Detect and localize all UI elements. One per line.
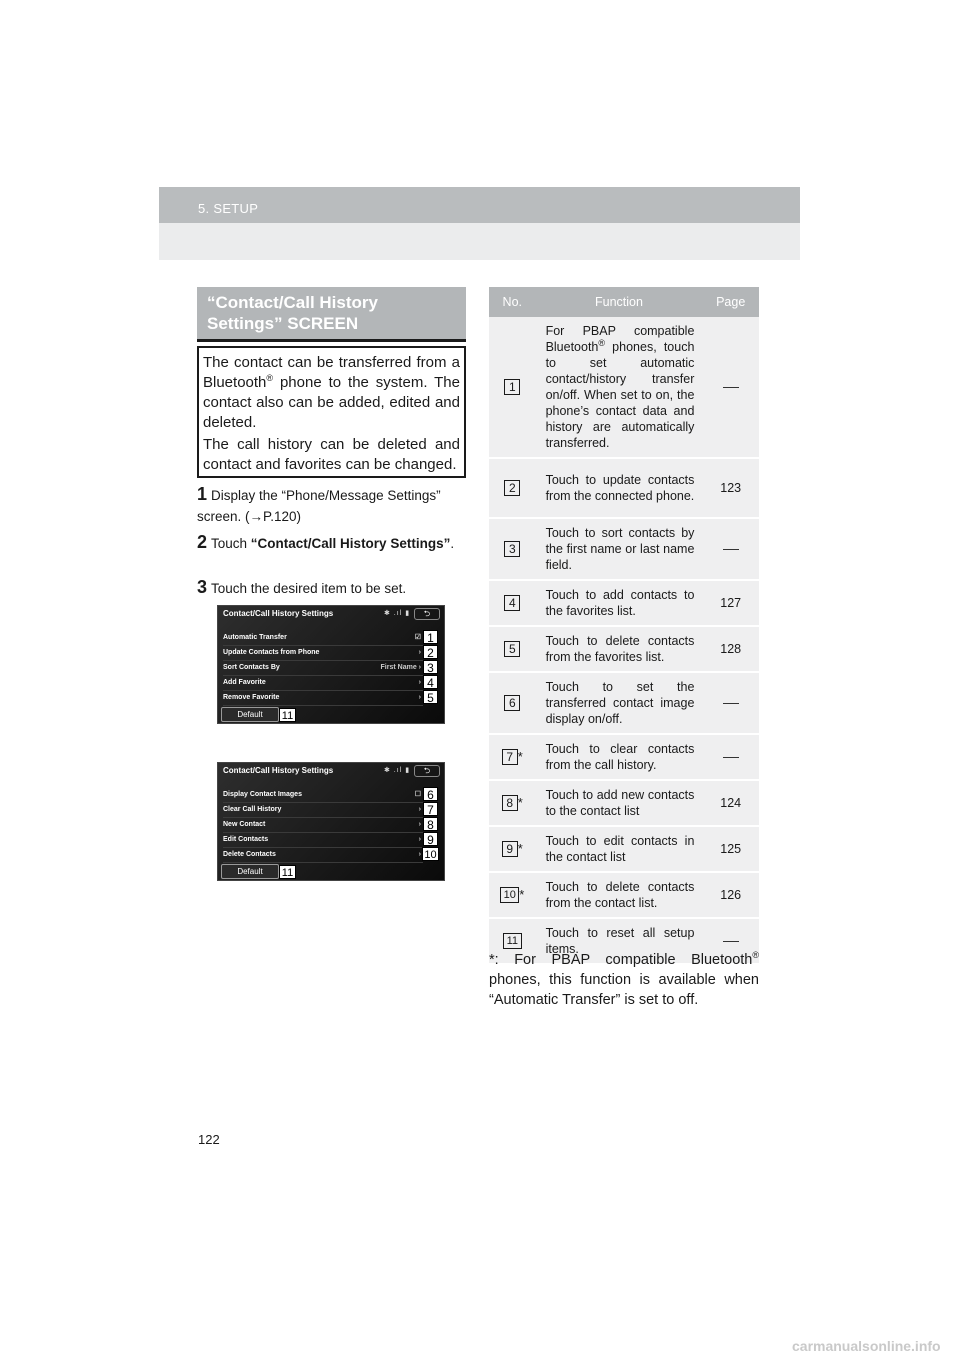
row-sort-contacts-by[interactable]: Sort Contacts By First Name › [223,660,423,676]
page-cell [702,317,759,458]
page-cell: 127 [702,580,759,626]
function-text: Touch to delete contacts from the favorites list. [536,626,703,672]
page-cell: 123 [702,458,759,518]
back-icon[interactable]: ⮌ [414,608,440,620]
item-number: 10 [500,887,519,903]
dash-mark [723,549,739,550]
function-text: Touch to sort contacts by the first name or last name field. [536,518,703,580]
item-number: 8 [502,795,518,811]
row-clear-call-history[interactable]: Clear Call History › [223,802,423,818]
page-cell: 128 [702,626,759,672]
page-cell [702,734,759,780]
intro-paragraph-1: The contact can be transferred from a Bluetooth® phone to the system. The contact also can be added, edited and deleted. [203,354,460,431]
intro-box [197,346,466,478]
status-icons: ✱ .ıl ▮ [384,767,411,774]
function-table [489,287,759,965]
function-text: Touch to edit contacts in the contact list [536,826,703,872]
page-cell [702,672,759,734]
status-icons: ✱ .ıl ▮ [384,610,411,617]
default-button[interactable]: Default [221,707,279,722]
intro-paragraph-2: The call history can be deleted and contact and favorites can be changed. [203,436,460,473]
table-row [489,458,759,518]
header-sub-bar [159,223,800,260]
page-cell: 124 [702,780,759,826]
row-update-contacts[interactable]: Update Contacts from Phone › [223,645,423,661]
callout-3: 3 [423,660,438,674]
callout-8: 8 [423,817,438,831]
table-row: 10 * Touch to delete contacts from the contact list. 126 [489,872,759,918]
section-title: “Contact/Call History Settings” SCREEN [207,293,378,333]
function-text: Touch to set the transferred contact image display on/off. [536,672,703,734]
item-number: 9 [502,841,518,857]
table-row [489,580,759,626]
step-3: 3 Touch the desired item to be set. [197,577,407,597]
callout-4: 4 [423,675,438,689]
item-number: 1 [504,379,520,395]
item-number: 2 [504,480,520,496]
function-text: Touch to clear contacts from the call history. [536,734,703,780]
callout-5: 5 [423,690,438,704]
row-new-contact[interactable]: New Contact › [223,817,423,833]
callout-2: 2 [423,645,438,659]
callout-11: 11 [279,865,296,879]
header-function: Function [536,287,703,317]
step-2: 2 Touch “Contact/Call History Settings”. [197,532,455,552]
page-number: 122 [198,1132,220,1147]
table-header-row [489,287,759,317]
dash-mark [723,757,739,758]
section-label: 5. SETUP [198,201,259,216]
step-1: 1 Display the “Phone/Message Settings” screen. (→P.120) [197,484,441,524]
function-text: For PBAP compatible Bluetooth® phones, touch to set automatic contact/history transfer on/off. When set to on, the phone’s contact data and history are automatically transferred. [536,317,703,458]
row-add-favorite[interactable]: Add Favorite › [223,675,423,691]
callout-7: 7 [423,802,438,816]
function-text: Touch to update contacts from the connected phone. [536,458,703,518]
screen-title: Contact/Call History Settings [223,766,334,775]
row-automatic-transfer[interactable]: Automatic Transfer ☑ [223,630,423,646]
row-remove-favorite[interactable]: Remove Favorite › [223,690,423,706]
back-icon[interactable]: ⮌ [414,765,440,777]
callout-11: 11 [279,708,296,722]
default-button[interactable]: Default [221,864,279,879]
callout-9: 9 [423,832,438,846]
function-text: Touch to reset all setup items. [536,918,703,964]
page-cell: 125 [702,826,759,872]
function-text: Touch to add contacts to the favorites list. [536,580,703,626]
item-number: 11 [503,933,522,949]
item-number: 7 [502,749,518,765]
table-row [489,518,759,580]
page-cell: 126 [702,872,759,918]
row-display-contact-images[interactable]: Display Contact Images ☐ [223,787,423,803]
table-row [489,317,759,458]
screenshot-contact-settings-1 [217,605,445,724]
dash-mark [723,941,739,942]
item-number: 4 [504,595,520,611]
row-delete-contacts[interactable]: Delete Contacts › [223,847,423,863]
item-number: 5 [504,641,520,657]
table-row [489,672,759,734]
header-page: Page [702,287,759,317]
page-cell [702,518,759,580]
table-row: 9 * Touch to edit contacts in the contact list 125 [489,826,759,872]
row-edit-contacts[interactable]: Edit Contacts › [223,832,423,848]
item-number: 6 [504,695,520,711]
item-number: 3 [504,541,520,557]
callout-10: 10 [422,847,439,861]
callout-1: 1 [423,630,438,644]
watermark: carmanualsonline.info [792,1338,941,1354]
function-text: Touch to delete contacts from the contact list. [536,872,703,918]
dash-mark [723,387,739,388]
callout-6: 6 [423,787,438,801]
section-title-box [197,287,466,342]
function-text: Touch to add new contacts to the contact list [536,780,703,826]
footnote: *: For PBAP compatible Bluetooth® phones, this function is available when “Automatic Transfer” is set to off. [489,950,759,1008]
header-no: No. [489,287,536,317]
table-row: 8 * Touch to add new contacts to the contact list 124 [489,780,759,826]
screen-title: Contact/Call History Settings [223,609,334,618]
table-row: 7 * Touch to clear contacts from the call history. [489,734,759,780]
table-row [489,626,759,672]
screenshot-contact-settings-2 [217,762,445,881]
dash-mark [723,703,739,704]
